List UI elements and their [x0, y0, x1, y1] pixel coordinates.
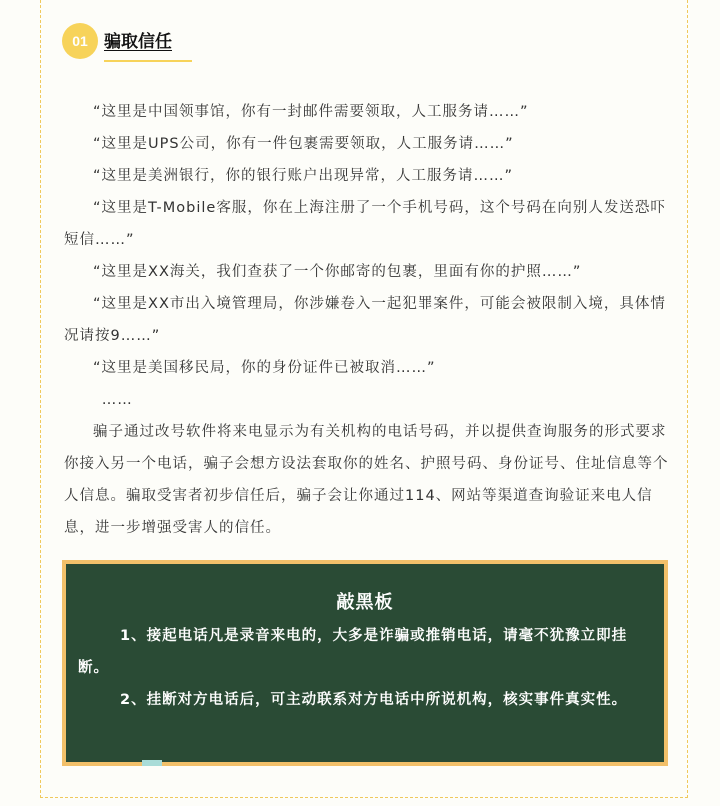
- paragraph: “这里是XX市出入境管理局，你涉嫌卷入一起犯罪案件，可能会被限制入境，具体情况请按9……”: [64, 296, 666, 344]
- paragraph: 骗子通过改号软件将来电显示为有关机构的电话号码，并以提供查询服务的形式要求你接入另一个电话，骗子会想方设法套取你的姓名、护照号码、身份证号、住址信息等个人信息。骗取受害者初步信任后，骗子会让你通过114、网站等渠道查询验证来电人信息，进一步增强受害人的信任。: [64, 424, 669, 536]
- paragraph: “这里是美洲银行，你的银行账户出现异常，人工服务请……”: [93, 168, 514, 184]
- section-header: [62, 22, 172, 60]
- tip-item: 2、挂断对方电话后，可主动联系对方电话中所说机构，核实事件真实性。: [120, 692, 628, 708]
- section-title: 骗取信任: [104, 31, 172, 52]
- blackboard-tips: [62, 560, 668, 766]
- paragraph-ellipsis: ……: [101, 392, 133, 408]
- chalk-decoration: [142, 760, 162, 766]
- blackboard-body: [66, 614, 664, 716]
- section-title-wrap: [104, 27, 172, 56]
- title-underline-rule: [104, 60, 192, 62]
- paragraph: “这里是T-Mobile客服，你在上海注册了一个手机号码，这个号码在向别人发送恐吓短信……”: [64, 200, 666, 248]
- tip-item: 1、接起电话凡是录音来电的，大多是诈骗或推销电话，请毫不犹豫立即挂断。: [78, 628, 628, 676]
- paragraph: “这里是XX海关，我们查获了一个你邮寄的包裹，里面有你的护照……”: [93, 264, 582, 280]
- paragraph: “这里是美国移民局，你的身份证件已被取消……”: [93, 360, 436, 376]
- blackboard-title: 敲黑板: [336, 592, 394, 613]
- section-number-badge: 01: [62, 23, 98, 59]
- paragraph: “这里是中国领事馆，你有一封邮件需要领取，人工服务请……”: [93, 104, 529, 120]
- paragraph: “这里是UPS公司，你有一件包裹需要领取，人工服务请……”: [93, 136, 514, 152]
- article-body: [64, 96, 670, 544]
